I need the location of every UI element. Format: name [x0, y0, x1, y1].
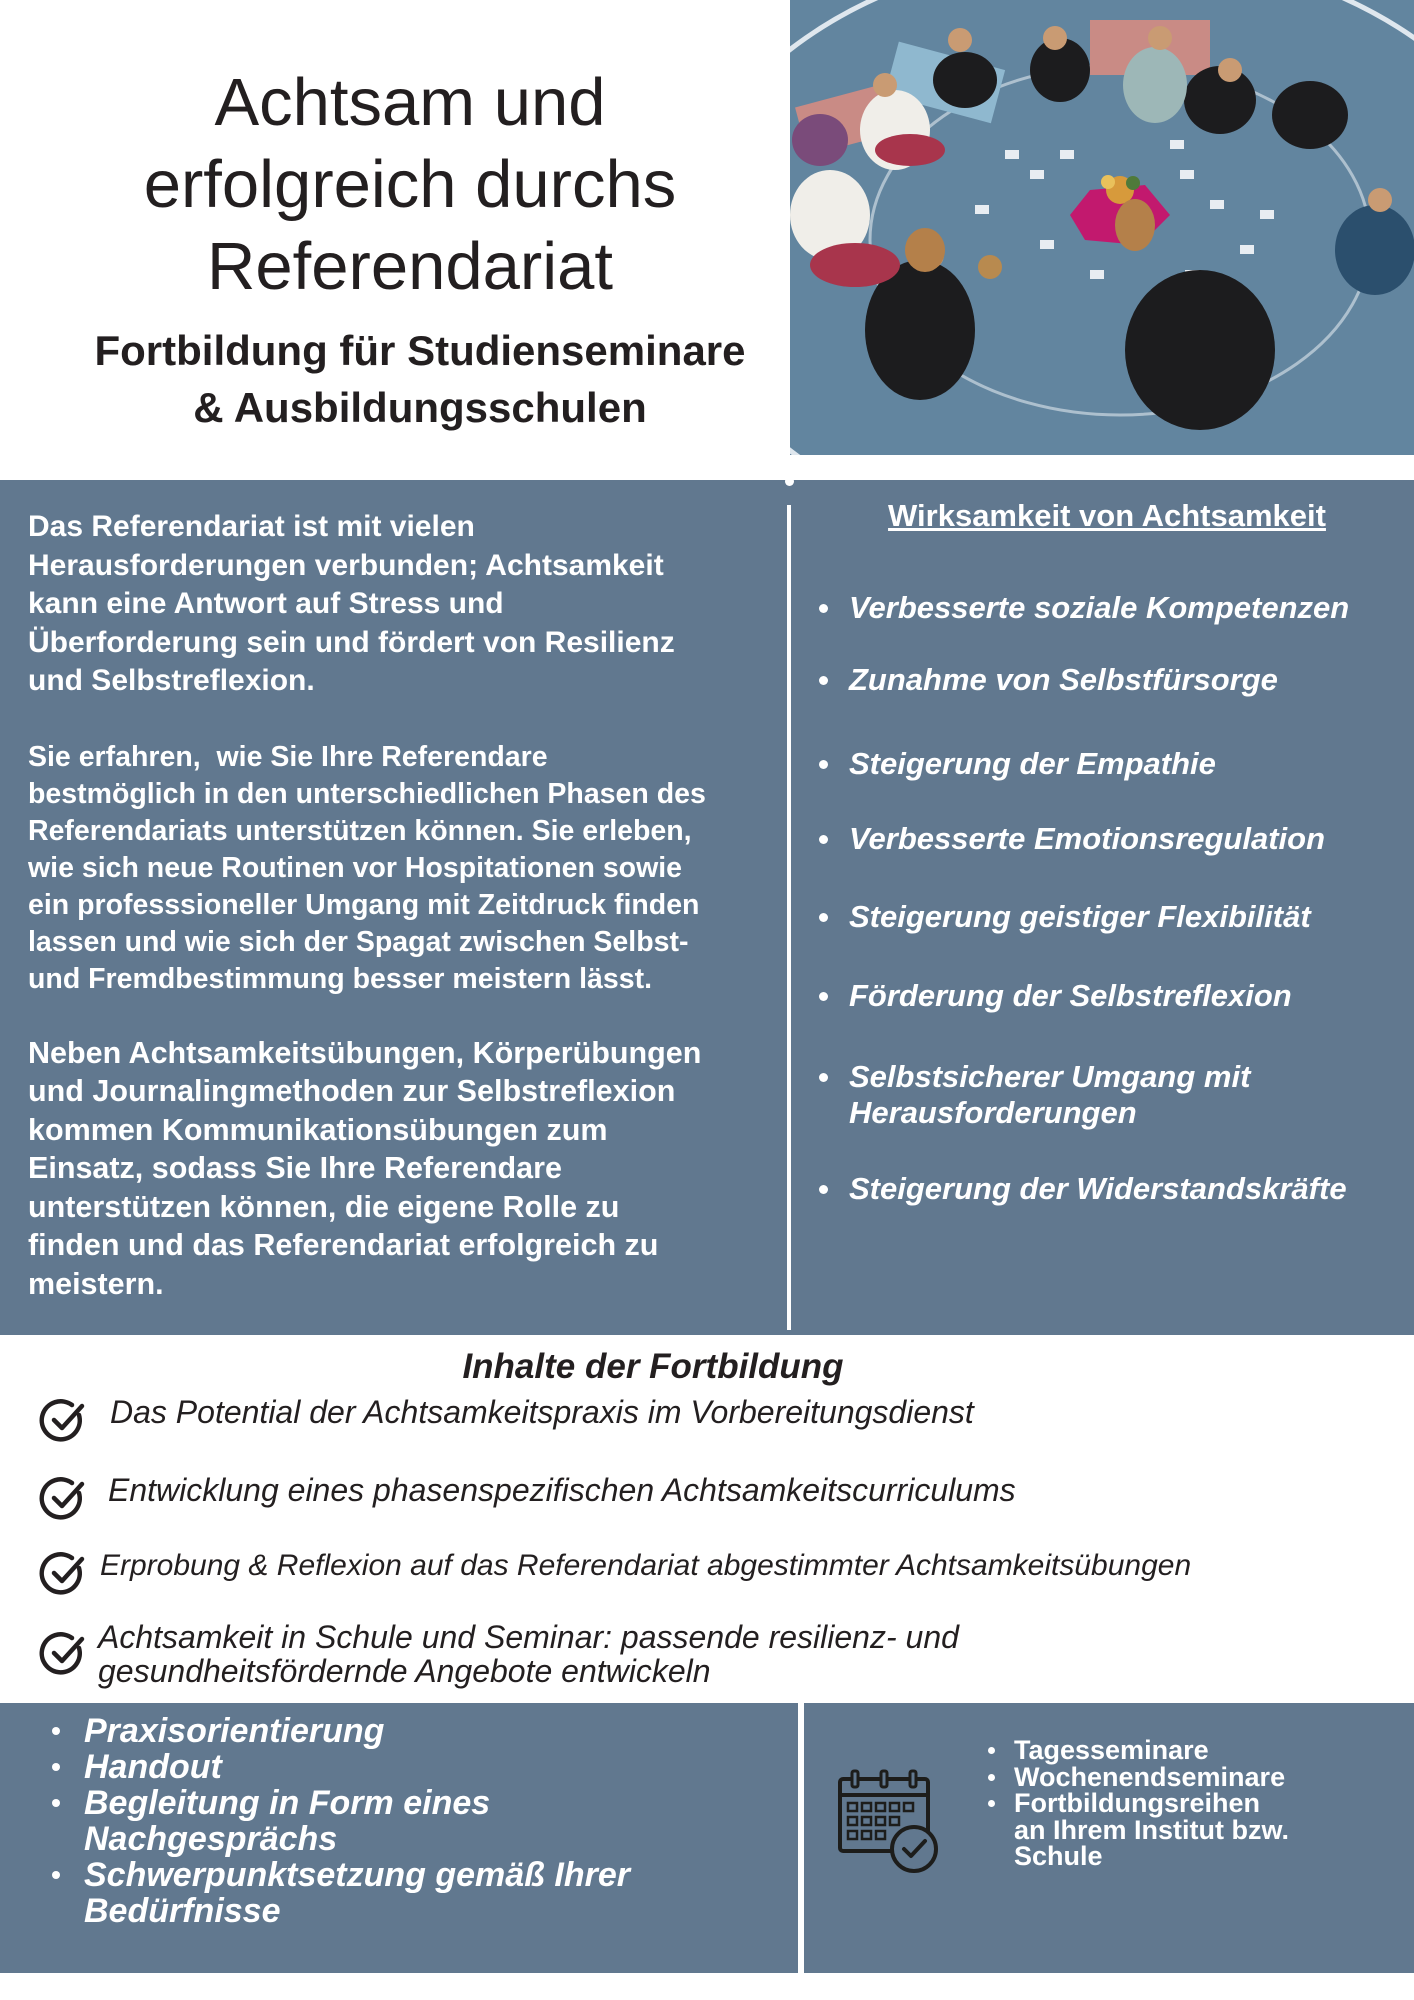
- intro-text: [28, 508, 778, 1303]
- formats-panel: [804, 1703, 1414, 1973]
- effect-text: Verbesserte soziale Kompetenzen: [849, 590, 1350, 625]
- subtitle-line: & Ausbildungsschulen: [193, 384, 647, 431]
- benefits-list: [48, 1713, 630, 1929]
- bullet-icon: [819, 760, 828, 769]
- intro-paragraph-3: [28, 1034, 778, 1304]
- effects-list-item: [815, 590, 1414, 626]
- text-line: und Journalingmethoden zur Selbstreflexion: [28, 1074, 676, 1108]
- format-text: an Ihrem Institut bzw.: [1014, 1814, 1290, 1845]
- effects-list-item: [815, 1171, 1414, 1207]
- formats-list-item: [984, 1737, 1289, 1764]
- text-line: lassen und wie sich der Spagat zwischen Selbst-: [28, 925, 689, 958]
- page-title: [40, 62, 780, 308]
- text-line: unterstützen können, die eigene Rolle zu: [28, 1189, 620, 1224]
- effects-list-item: [815, 1059, 1414, 1131]
- contents-item: [38, 1473, 1408, 1533]
- text-line: bestmöglich in den unterschiedlichen Phasen des: [28, 777, 706, 810]
- contents-item: [38, 1548, 1408, 1608]
- effect-text: Selbstsicherer Umgang mit: [849, 1059, 1251, 1094]
- bullet-icon: [52, 1727, 60, 1735]
- format-text: Wochenendseminare: [1014, 1761, 1286, 1792]
- benefits-list-item: [48, 1713, 630, 1749]
- bullet-icon: [988, 1747, 995, 1754]
- bullet-icon: [52, 1799, 60, 1807]
- contents-heading: Inhalte der Fortbildung: [462, 1347, 844, 1386]
- benefit-text: Begleitung in Form eines: [84, 1784, 491, 1822]
- effect-text: Verbesserte Emotionsregulation: [849, 821, 1326, 856]
- subtitle-line: Fortbildung für Studienseminare: [94, 327, 746, 374]
- contents-item: [38, 1395, 1408, 1455]
- column-divider: [787, 505, 791, 1330]
- bullet-icon: [819, 1073, 828, 1082]
- bullet-icon: [988, 1800, 995, 1807]
- title-line: Achtsam und: [214, 65, 606, 140]
- contents-item: [38, 1619, 1408, 1689]
- benefit-text: Schwerpunktsetzung gemäß Ihrer: [84, 1856, 630, 1894]
- bullet-icon: [819, 604, 828, 613]
- contents-text: Entwicklung eines phasenspezifischen Achtsamkeitscurriculums: [108, 1472, 1016, 1508]
- format-text: Fortbildungsreihen: [1014, 1788, 1260, 1818]
- formats-list-item: [984, 1790, 1289, 1870]
- formats-list: [984, 1737, 1289, 1870]
- intro-paragraph-2: [28, 739, 778, 998]
- benefit-text: Praxisorientierung: [84, 1712, 385, 1750]
- check-circle-icon: [38, 1548, 90, 1600]
- benefit-text: Handout: [84, 1748, 222, 1786]
- benefits-panel: [0, 1703, 798, 1973]
- bullet-icon: [819, 992, 828, 1001]
- photo-illustration: [790, 0, 1414, 455]
- effects-list-item: [815, 821, 1414, 857]
- bullet-icon: [819, 913, 828, 922]
- format-text: Schule: [1014, 1841, 1103, 1871]
- page-subtitle: [60, 322, 780, 436]
- text-line: Neben Achtsamkeitsübungen, Körperübungen: [28, 1035, 702, 1070]
- title-line: Referendariat: [207, 229, 613, 304]
- text-line: gesundheitsfördernde Angebote entwickeln: [98, 1653, 711, 1689]
- intro-paragraph-1: [28, 508, 778, 701]
- effect-text: Steigerung der Empathie: [849, 746, 1216, 781]
- text-line: Einsatz, sodass Sie Ihre Referendare: [28, 1151, 562, 1185]
- effects-list-item: [815, 662, 1414, 698]
- contents-section: [13, 1335, 1414, 1703]
- text-line: und Fremdbestimmung besser meistern lässt.: [28, 962, 653, 995]
- effects-list-item: [815, 899, 1414, 935]
- bullet-icon: [52, 1763, 60, 1771]
- benefit-text: Bedürfnisse: [84, 1892, 281, 1930]
- bullet-icon: [819, 676, 828, 685]
- text-line: ein professsioneller Umgang mit Zeitdruck finden: [28, 888, 700, 921]
- formats-list-item: [984, 1761, 1289, 1792]
- text-line: Achtsamkeit in Schule und Seminar: passende resilienz- und: [98, 1619, 959, 1655]
- calendar-check-icon: [834, 1767, 942, 1875]
- text-line: Überforderung sein und fördert von Resilienz: [28, 625, 675, 659]
- group-meditation-photo: [790, 0, 1414, 455]
- effects-list-item: [815, 746, 1414, 782]
- contents-text: [98, 1620, 1348, 1688]
- check-circle-icon: [38, 1628, 90, 1680]
- text-line: kommen Kommunikationsübungen zum: [28, 1112, 608, 1147]
- benefits-list-item: [48, 1785, 630, 1857]
- check-circle-icon: [38, 1473, 90, 1525]
- text-line: Referendariats unterstützen können. Sie erleben,: [28, 814, 692, 847]
- text-line: meistern.: [28, 1266, 164, 1301]
- effect-text: Steigerung geistiger Flexibilität: [849, 899, 1311, 934]
- contents-text: Das Potential der Achtsamkeitspraxis im Vorbereitungsdienst: [110, 1394, 974, 1430]
- divider-dot: [785, 477, 794, 486]
- text-line: finden und das Referendariat erfolgreich zu: [28, 1228, 659, 1262]
- benefits-list-item: [48, 1749, 630, 1785]
- text-line: Sie erfahren, wie Sie Ihre Referendare: [28, 740, 548, 773]
- bullet-icon: [819, 1185, 828, 1194]
- effect-text: Herausforderungen: [849, 1095, 1137, 1130]
- bullet-icon: [819, 835, 828, 844]
- text-line: Herausforderungen verbunden; Achtsamkeit: [28, 548, 664, 582]
- effect-text: Steigerung der Widerstandskräfte: [849, 1171, 1347, 1206]
- format-text: Tagesseminare: [1014, 1735, 1209, 1765]
- effects-list-item: [815, 978, 1414, 1014]
- text-line: kann eine Antwort auf Stress und: [28, 587, 504, 620]
- check-circle-icon: [38, 1395, 90, 1447]
- benefit-text: Nachgesprächs: [84, 1820, 338, 1858]
- text-line: und Selbstreflexion.: [28, 664, 315, 697]
- effects-heading: Wirksamkeit von Achtsamkeit: [888, 498, 1326, 533]
- title-line: erfolgreich durchs: [143, 147, 677, 222]
- bullet-icon: [52, 1871, 60, 1879]
- benefits-list-item: [48, 1857, 630, 1929]
- contents-text: Erprobung & Reflexion auf das Referendariat abgestimmter Achtsamkeitsübungen: [100, 1549, 1192, 1582]
- effect-text: Förderung der Selbstreflexion: [849, 978, 1292, 1013]
- effect-text: Zunahme von Selbstfürsorge: [849, 662, 1278, 697]
- text-line: Das Referendariat ist mit vielen: [28, 510, 475, 543]
- text-line: wie sich neue Routinen vor Hospitationen sowie: [28, 851, 683, 884]
- bullet-icon: [988, 1774, 995, 1781]
